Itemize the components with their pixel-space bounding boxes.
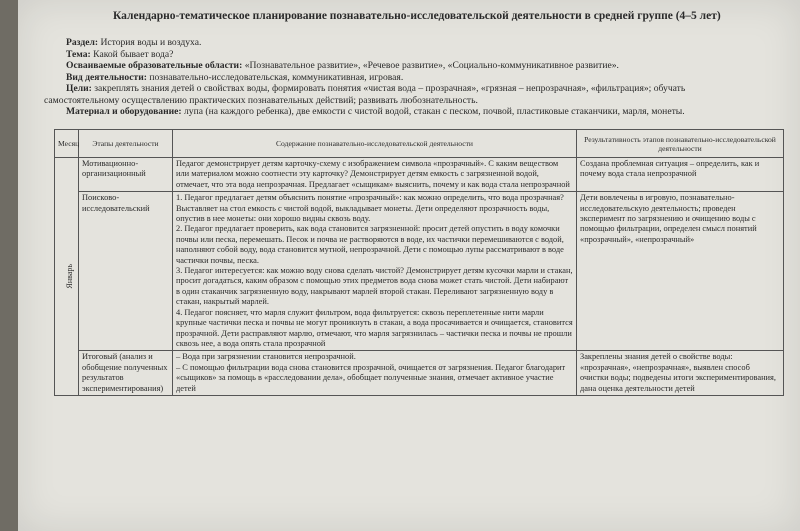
meta-materials: Материал и оборудование: лупа (на каждого ребенка), две емкости с чистой водой, стакан с песком, почвой, пластиковые стаканчики, марля, монеты. [66,106,685,117]
result-cell: Закреплены знания детей о свойстве воды: «прозрачная», «непрозрачная», выявлен способ очистки воды; подведены итоги экспериментирования, дана оценка деятельности детей [577,351,784,396]
content-cell: – Вода при загрязнении становится непрозрачной. – С помощью фильтрации вода снова становится прозрачной, очищается от загрязнения. Педагог благодарит «сыщиков» за помощь в «расследовании дела», обобщает полученные знания, отмечает активное участие детей [173,351,577,396]
meta-goals-cont: самостоятельному осуществлению практических познавательных действий; развивать любознательность. [44,94,478,106]
lesson-meta [44,37,786,118]
meta-topic: Тема: Какой бывает вода? [66,48,174,60]
meta-goals: Цели: закреплять знания детей о свойствах воды, формировать понятия «чистая вода – прозрачная», «грязная – непрозрачная», «фильтрация»; обучать [66,83,686,94]
month-cell [55,158,79,396]
stage-cell: Поисково-исследовательский [79,192,173,351]
meta-activity: Вид деятельности: познавательно-исследовательская, коммуникативная, игровая. [66,71,404,83]
result-cell: Создана проблемная ситуация – определить, как и почему вода стала непрозрачной [577,158,784,192]
header-month: Месяц [55,130,79,158]
content-cell: Педагог демонстрирует детям карточку-схему с изображением символа «прозрачный». С каким веществом или материалом можно соотнести эту карточку? Демонстрирует детям емкость с загрязненной водой, отмечает, что эта вода непрозрачная. Предлагает «сыщикам» выяснить, почему и как вода стала непрозрачной [173,158,577,192]
meta-section: Раздел: История воды и воздуха. [66,37,202,48]
month-label: Январь [65,264,75,289]
stage-cell: Итоговый (анализ и обобщение полученных результатов экспериментирования) [79,351,173,396]
stage-cell: Мотивационно-организационный [79,158,173,192]
header-stages: Этапы деятельности [79,130,173,158]
meta-areas: Осваиваемые образовательные области: «Познавательное развитие», «Речевое развитие», «Социально-коммуникативное развитие». [66,60,619,71]
document-title: Календарно-тематическое планирование познавательно-исследовательской деятельности в средней группе (4–5 лет) [113,10,721,22]
content-cell: 1. Педагог предлагает детям объяснить понятие «прозрачный»: как можно определить, что вода прозрачная? Выставляет на стол емкость с чистой водой, выкладывает монеты. Дети определяют прозрачность воды, опустив в нее монеты: они хорошо видны сквозь воду. 2. Педагог предлагает проверить, как вода становится загрязненной: просит детей опустить в воду комочки почвы или песка, перемешать. Песок и почва не растворяются в воде, их частички перемешиваются с водой, наполняют собой воду, вода становится мутной, непрозрачной. Дети с помощью лупы рассматривают в воде частички почвы, песка. 3. Педагог интересуется: как можно воду снова сделать чистой? Демонстрирует детям кусочки марли и стакан, просит догадаться, каким образом с помощью этих предметов вода снова может стать чистой. Дети набирают в один стаканчик загрязненную воду, накрывают марлей второй стакан. Переливают загрязненную воду в стакан, накрытый марлей. 4. Педагог поясняет, что марля служит фильтром, вода фильтруется: сквозь переплетенные нити марли крупные частички песка и почвы не могут проникнуть в стакан, а вода просачивается и очищается, становится прозрачной. Дети расправляют марлю, отмечают, что марля загрязнилась – частички песка и почвы не прошли сквозь нее, а вода опять стала прозрачной [173,192,577,351]
header-results: Результативность этапов познавательно-исследовательской деятельности [577,130,784,158]
plan-table [54,129,784,396]
document-page [18,0,800,531]
result-cell: Дети вовлечены в игровую, познавательно-исследовательскую деятельность; проведен эксперимент по загрязнению и очищению воды с помощью фильтрации, определен смысл понятий «прозрачный», «непрозрачный» [577,192,784,351]
header-content: Содержание познавательно-исследовательской деятельности [173,130,577,158]
